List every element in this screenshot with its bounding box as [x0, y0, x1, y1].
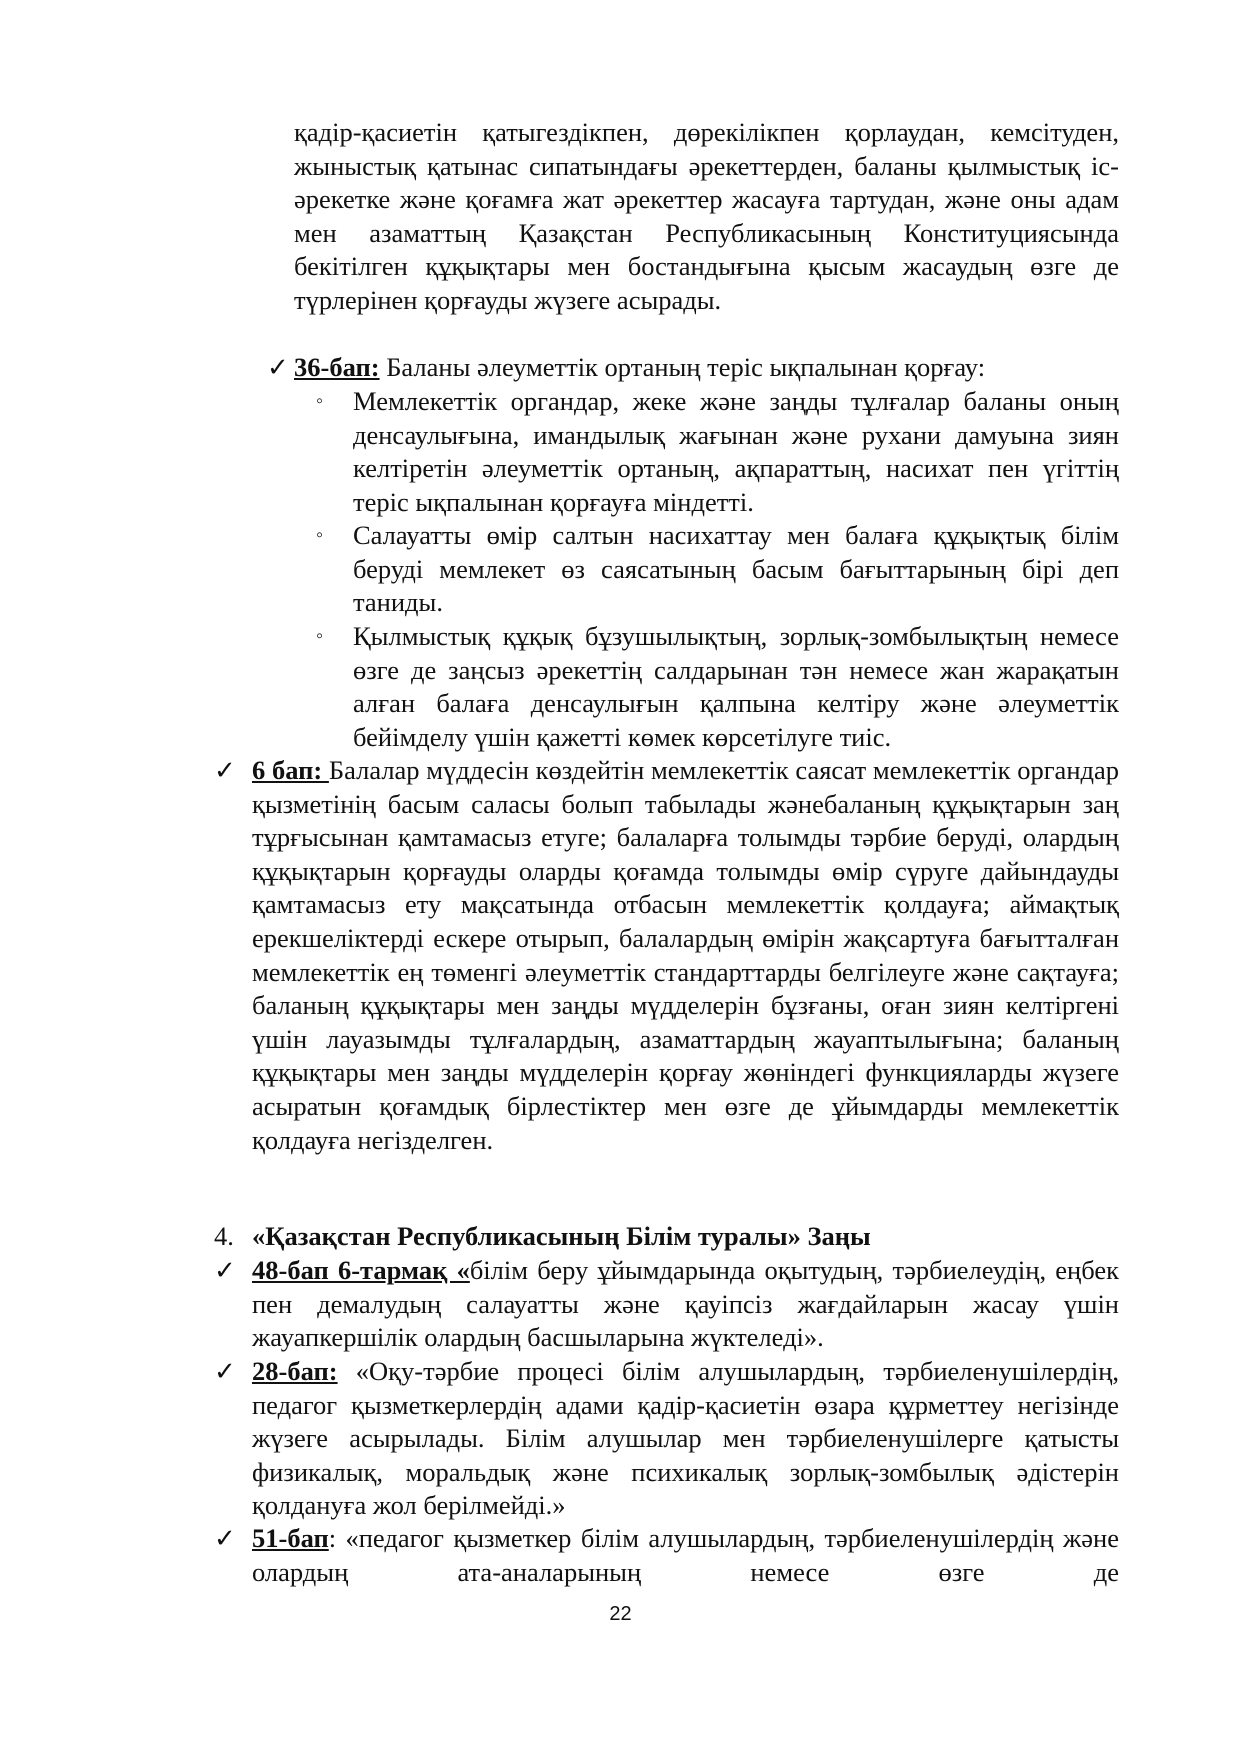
- article-51-paragraph: [252, 1522, 1119, 1589]
- article-6-label: 6 бап:: [252, 755, 329, 785]
- section-4-title: «Қазақстан Республикасының Білім туралы» Заңы: [252, 1221, 871, 1251]
- article-6-text: Балалар мүддесін көздейтін мемлекеттік саясат мемлекеттік органдар қызметінің басым саласы болып табылады жәнебаланың құқықтарын заң тұрғысынан қамтамасыз етуге; балаларға толымды тәрбие беруді, олардың құқықтарын қорғауды оларды қоғамда толымды өмір сүруге дайындауды қамтамасыз ету мақсатында отбасын мемлекеттік қолдауға; аймақтық ерекшеліктерді ескере отырып, балалардың өмірін жақсартуға бағытталған мемлекеттік ең төменгі әлеуметтік стандарттарды белгілеуге және сақтауға; баланың құқықтары мен заңды мүдделерін бұзғаны, оған зиян келтіргені үшін лауазымды тұлғалардың, азаматтардың жауаптылығына; баланың құқықтары мен заңды мүдделерін қорғау жөніндегі функцияларды жүзеге асыратын қоғамдық бірлестіктер мен өзге де ұйымдарды мемлекеттік қолдауға негізделген.: [252, 755, 1119, 1155]
- article-48-paragraph: [252, 1254, 1119, 1355]
- article-51-text: : «педагог қызметкер білім алушылардың, тәрбиеленушілердің және олардың ата-аналарының немесе өзге де: [252, 1523, 1119, 1587]
- article-6-paragraph: [252, 754, 1119, 1157]
- section-number: 4.: [214, 1221, 234, 1251]
- check-mark-icon: ✓: [214, 1256, 236, 1285]
- article-36-item-2: Салауатты өмір салтын насихаттау мен балаға құқықтық білім беруді мемлекет өз саясатының басым бағыттарының бірі деп таниды.: [353, 520, 1119, 618]
- paragraph-continuation: қадір-қасиетін қатыгездікпен, дөрекілікпен қорлаудан, кемсітуден, жыныстық қатынас сипатындағы әрекеттерден, баланы қылмыстық іс-әрекетке және қоғамға жат әрекеттер жасауға тартудан, және оны адам мен азаматтың Қазақстан Республикасының Конституциясында бекітілген құқықтары мен бостандығына қысым жасаудың өзге де түрлерінен қорғауды жүзеге асырады.: [294, 117, 1119, 315]
- circle-bullet-icon: ◦: [316, 625, 324, 647]
- check-mark-icon: ✓: [267, 353, 289, 382]
- check-mark-icon: ✓: [214, 1357, 236, 1386]
- article-36-heading: [294, 351, 1119, 385]
- article-28-label: 28-бап:: [252, 1356, 338, 1386]
- article-28-paragraph: [252, 1355, 1119, 1523]
- article-36-text: Баланы әлеуметтік ортаның теріс ықпалынан қорғау:: [379, 352, 986, 382]
- check-mark-icon: ✓: [214, 1524, 236, 1553]
- check-mark-icon: ✓: [214, 756, 236, 785]
- article-48-text: білім беру ұйымдарында оқытудың, тәрбиелеудің, еңбек пен демалудың салауатты және қауіпсіз жағдайларын жасау үшін жауапкершілік олардың басшыларына жүктеледі».: [252, 1255, 1120, 1353]
- circle-bullet-icon: ◦: [316, 524, 324, 546]
- circle-bullet-icon: ◦: [316, 390, 324, 412]
- article-36-item-1: Мемлекеттік органдар, жеке және заңды тұлғалар баланы оның денсаулығына, имандылық жағынан және рухани дамуына зиян келтіретін әлеуметтік ортаның, ақпараттың, насихат пен үгіттің теріс ықпалынан қорғауға міндетті.: [353, 386, 1119, 517]
- article-36-item-3: Қылмыстық құқық бұзушылықтың, зорлық-зомбылықтың немесе өзге де заңсыз әрекеттің салдарынан тән немесе жан жарақатын алған балаға денсаулығын қалпына келтіру және әлеуметтік бейімделу үшін қажетті көмек көрсетілуге тиіс.: [353, 621, 1119, 752]
- article-36-label: 36-бап:: [294, 352, 380, 382]
- article-51-label: 51-бап: [252, 1523, 329, 1553]
- page-number: 22: [609, 1603, 632, 1625]
- article-48-label: 48-бап 6-тармақ «: [252, 1255, 470, 1285]
- article-28-text: «Оқу-тәрбие процесі білім алушылардың, тәрбиеленушілердің, педагог қызметкерлердің адами қадір-қасиетін өзара құрметтеу негізінде жүзеге асырылады. Білім алушылар мен тәрбиеленушілерге қатысты физикалық, моральдық және психикалық зорлық-зомбылық әдістерін қолдануға жол берілмейді.»: [252, 1356, 1119, 1521]
